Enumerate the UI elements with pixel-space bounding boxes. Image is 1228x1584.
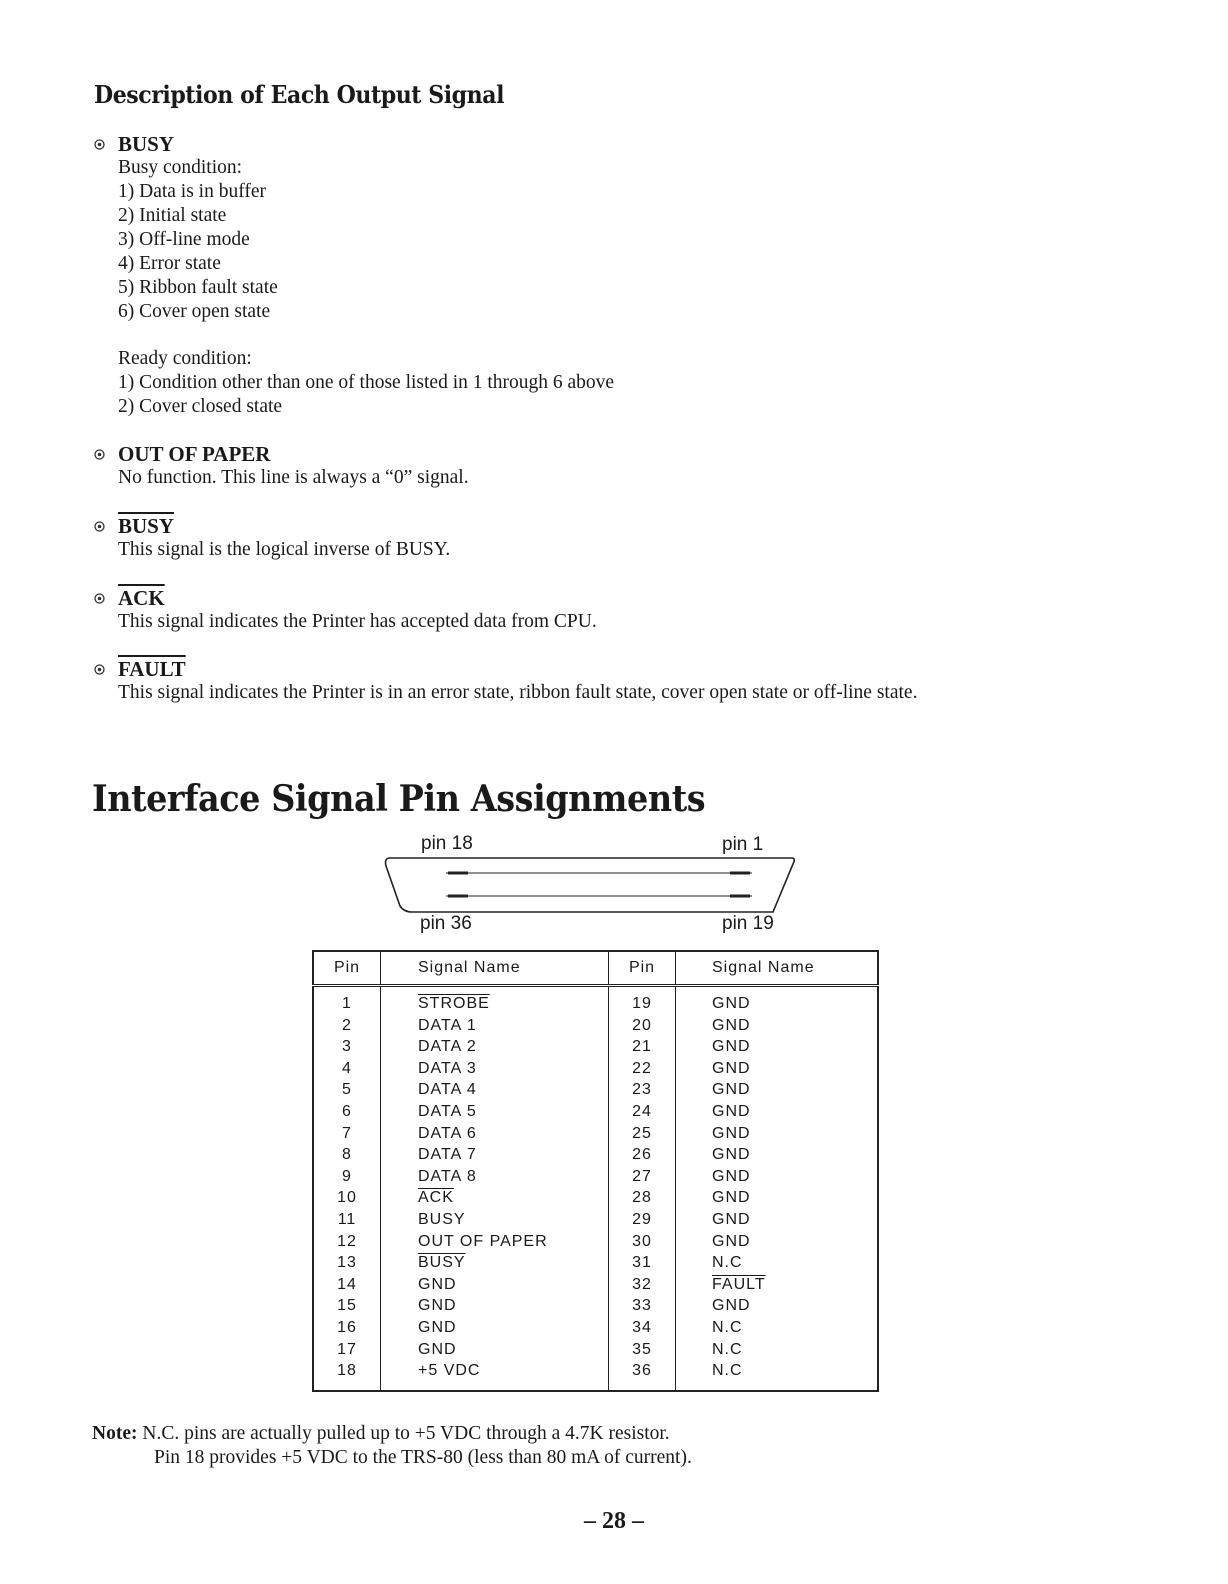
connector-outline — [380, 850, 800, 920]
signal-name-cell: BUSY — [381, 1252, 609, 1274]
table-row — [313, 1360, 878, 1391]
pin-number-cell: 9 — [313, 1166, 381, 1188]
pin-number-cell: 18 — [313, 1360, 381, 1391]
page-number: – 28 – — [584, 1508, 644, 1534]
signal-item — [94, 132, 1134, 419]
note — [92, 1422, 692, 1470]
signal-item — [94, 442, 1134, 490]
table-row — [313, 1317, 878, 1339]
signal-name-cell: GND — [676, 1166, 879, 1188]
connector-label-top-right: pin 1 — [722, 834, 764, 855]
table-row — [313, 1079, 878, 1101]
signal-description-line: 4) Error state — [118, 253, 221, 274]
signal-description-line: 6) Cover open state — [118, 301, 271, 322]
pin-number-cell: 19 — [609, 986, 676, 1015]
table-row — [313, 1209, 878, 1231]
bullet-icon — [94, 664, 105, 675]
pin-number-cell: 20 — [609, 1015, 676, 1037]
signal-name-cell: GND — [381, 1274, 609, 1296]
signal-name: FAULT — [94, 657, 1134, 681]
signal-name-cell: DATA 7 — [381, 1144, 609, 1166]
signal-description-line: 3) Off-line mode — [118, 229, 250, 250]
pin-number-cell: 34 — [609, 1317, 676, 1339]
signal-name-cell: N.C — [676, 1317, 879, 1339]
pin-number-cell: 2 — [313, 1015, 381, 1037]
signal-name-cell: DATA 2 — [381, 1036, 609, 1058]
table-row — [313, 1058, 878, 1080]
pin-number-cell: 23 — [609, 1079, 676, 1101]
pin-number-cell: 26 — [609, 1144, 676, 1166]
connector-label-bottom-right: pin 19 — [722, 913, 774, 934]
pin-number-cell: 7 — [313, 1123, 381, 1145]
table-row — [313, 1187, 878, 1209]
signal-name-cell: GND — [676, 1036, 879, 1058]
signal-name-cell: OUT OF PAPER — [381, 1231, 609, 1253]
signal-name-cell: N.C — [676, 1360, 879, 1391]
signal-name-cell: GND — [676, 1187, 879, 1209]
signal-name-cell: GND — [676, 1058, 879, 1080]
pin-number-cell: 11 — [313, 1209, 381, 1231]
signal-name-cell: $\overline{ACK}$ — [381, 1187, 609, 1209]
signal-name: $\overline{ACK}$ — [94, 586, 1134, 610]
signal-name-cell: GND — [676, 1079, 879, 1101]
pin-number-cell: 24 — [609, 1101, 676, 1123]
pin-number-cell: 25 — [609, 1123, 676, 1145]
column-header-pin: Pin — [313, 951, 381, 986]
bullet-icon — [94, 593, 105, 604]
pin-number-cell: 10 — [313, 1187, 381, 1209]
table-row — [313, 1231, 878, 1253]
signal-description-line: 1) Data is in buffer — [118, 181, 267, 202]
table-row — [313, 1144, 878, 1166]
pin-number-cell: 22 — [609, 1058, 676, 1080]
column-header-pin-2: Pin — [609, 951, 676, 986]
signal-description-line: 2) Cover closed state — [118, 396, 283, 417]
signal-name-cell: N.C — [676, 1252, 879, 1274]
pin-number-cell: 31 — [609, 1252, 676, 1274]
pin-number-cell: 28 — [609, 1187, 676, 1209]
table-row — [313, 1036, 878, 1058]
pin-number-cell: 32 — [609, 1274, 676, 1296]
signal-description-line: No function. This line is always a “0” signal. — [118, 467, 469, 488]
pin-number-cell: 3 — [313, 1036, 381, 1058]
table-row — [313, 1166, 878, 1188]
pin-number-cell: 6 — [313, 1101, 381, 1123]
signal-name: BUSY — [94, 132, 1134, 156]
pin-assignments-title: Interface Signal Pin Assignments — [92, 778, 706, 820]
table-row — [313, 1274, 878, 1296]
pin-number-cell: 4 — [313, 1058, 381, 1080]
connector-label-top-left: pin 18 — [421, 833, 473, 854]
signal-description-line: 1) Condition other than one of those listed in 1 through 6 above — [118, 372, 615, 393]
signal-name: BUSY — [94, 514, 1134, 538]
pin-number-cell: 5 — [313, 1079, 381, 1101]
signal-name-cell: GND — [381, 1339, 609, 1361]
signal-description-line: This signal is the logical inverse of BUSY. — [118, 539, 451, 560]
bullet-icon — [94, 139, 105, 150]
column-header-signal-name-2: Signal Name — [676, 951, 879, 986]
signal-name: OUT OF PAPER — [94, 442, 1134, 466]
pin-number-cell: 1 — [313, 986, 381, 1015]
signal-item — [94, 657, 1134, 705]
signal-name-cell: GND — [676, 1101, 879, 1123]
signal-name-cell: STROBE — [381, 986, 609, 1015]
note-label: Note: — [92, 1423, 138, 1444]
signal-name-cell: DATA 8 — [381, 1166, 609, 1188]
signal-name-cell: GND — [676, 1144, 879, 1166]
signal-name-cell: GND — [676, 986, 879, 1015]
pin-number-cell: 35 — [609, 1339, 676, 1361]
signal-name-cell: DATA 5 — [381, 1101, 609, 1123]
bullet-icon — [94, 521, 105, 532]
signal-name-cell: +5 VDC — [381, 1360, 609, 1391]
pin-number-cell: 15 — [313, 1295, 381, 1317]
signal-name-cell: BUSY — [381, 1209, 609, 1231]
signal-description-line: 5) Ribbon fault state — [118, 277, 278, 298]
signal-name-cell: N.C — [676, 1339, 879, 1361]
signal-name-cell: DATA 4 — [381, 1079, 609, 1101]
signal-description-line: 2) Initial state — [118, 205, 227, 226]
pin-number-cell: 36 — [609, 1360, 676, 1391]
pin-number-cell: 14 — [313, 1274, 381, 1296]
signal-description-line: This signal indicates the Printer is in an error state, ribbon fault state, cover open state or off-line state. — [118, 682, 918, 703]
table-header-row — [313, 951, 878, 986]
signal-name-cell: GND — [676, 1231, 879, 1253]
signal-item — [94, 514, 1134, 562]
table-row — [313, 1295, 878, 1317]
signal-name-cell: GND — [676, 1015, 879, 1037]
signal-name-cell: GND — [676, 1295, 879, 1317]
signal-name-cell: DATA 6 — [381, 1123, 609, 1145]
note-line-2: Pin 18 provides +5 VDC to the TRS-80 (less than 80 mA of current). — [154, 1447, 692, 1468]
signal-name-cell: DATA 1 — [381, 1015, 609, 1037]
signal-name-cell: FAULT — [676, 1274, 879, 1296]
signal-description-line: This signal indicates the Printer has accepted data from CPU. — [118, 611, 597, 632]
table-row — [313, 1339, 878, 1361]
signal-description-line: Busy condition: — [118, 157, 243, 178]
column-header-signal-name: Signal Name — [381, 951, 609, 986]
connector-label-bottom-left: pin 36 — [420, 913, 472, 934]
pin-number-cell: 12 — [313, 1231, 381, 1253]
signal-name-cell: GND — [381, 1317, 609, 1339]
pin-number-cell: 8 — [313, 1144, 381, 1166]
signal-name-cell: DATA 3 — [381, 1058, 609, 1080]
pin-assignment-table — [312, 950, 879, 1392]
signal-description-line: Ready condition: — [118, 348, 252, 369]
pin-number-cell: 21 — [609, 1036, 676, 1058]
bullet-icon — [94, 449, 105, 460]
table-row — [313, 1123, 878, 1145]
signal-item — [94, 586, 1134, 634]
table-row — [313, 986, 878, 1015]
pin-number-cell: 17 — [313, 1339, 381, 1361]
pin-number-cell: 33 — [609, 1295, 676, 1317]
pin-number-cell: 13 — [313, 1252, 381, 1274]
table-row — [313, 1101, 878, 1123]
table-row — [313, 1015, 878, 1037]
note-line-1: N.C. pins are actually pulled up to +5 VDC through a 4.7K resistor. — [142, 1423, 670, 1444]
signal-name-cell: GND — [381, 1295, 609, 1317]
signal-name-cell: GND — [676, 1123, 879, 1145]
pin-number-cell: 27 — [609, 1166, 676, 1188]
signal-name-cell: GND — [676, 1209, 879, 1231]
pin-number-cell: 16 — [313, 1317, 381, 1339]
section-title: Description of Each Output Signal — [94, 80, 505, 109]
pin-number-cell: 29 — [609, 1209, 676, 1231]
pin-number-cell: 30 — [609, 1231, 676, 1253]
table-row — [313, 1252, 878, 1274]
